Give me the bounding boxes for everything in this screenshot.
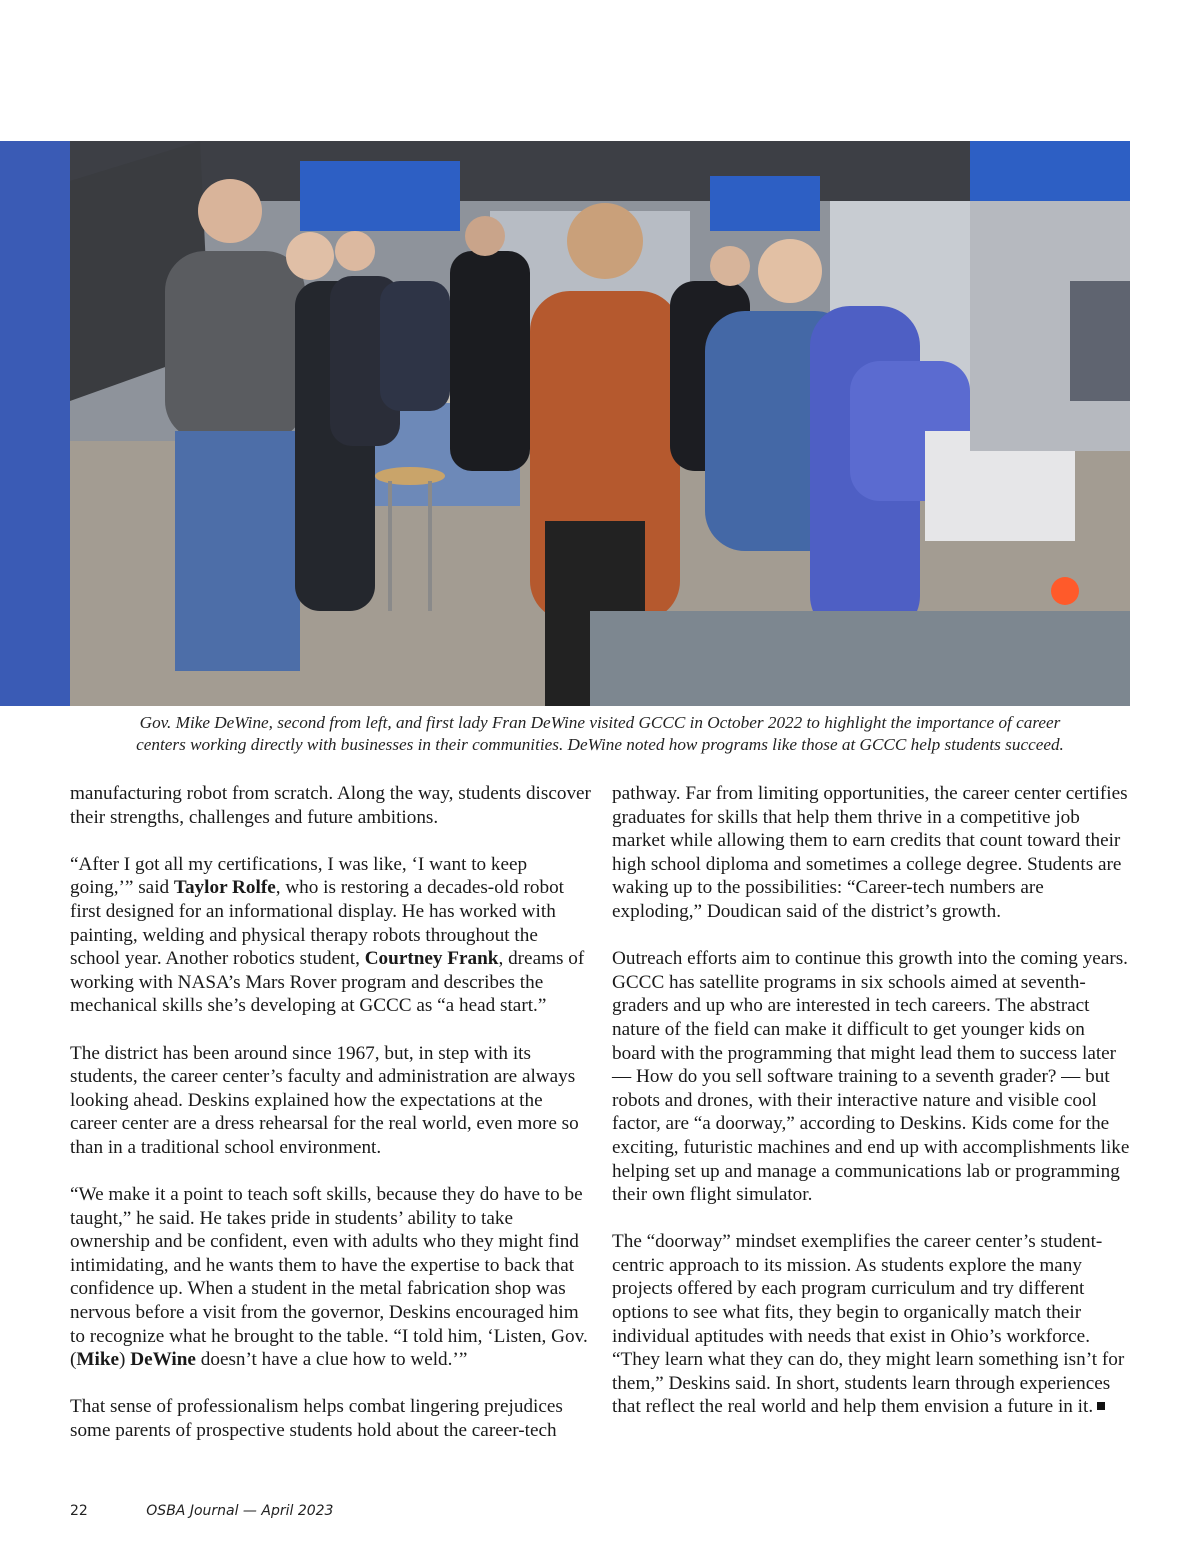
text-run: “After I got all my certifications, I was like, ‘I want to keep going,’” said xyxy=(70,853,528,899)
left-paragraph-2 xyxy=(70,853,592,1018)
accent-sidebar-bar xyxy=(0,141,70,706)
left-paragraph-3: The district has been around since 1967, but, in step with its students, the career center’s faculty and administration are always looking ahead. Deskins explained how the expectations at the career center are a dress rehearsal for the real world, even more so than in a traditional school environment. xyxy=(70,1042,579,1158)
right-paragraph-3 xyxy=(612,1230,1130,1419)
photo-illustration xyxy=(70,141,1130,706)
name-courtney-frank: Courtney Frank xyxy=(364,948,499,970)
name-mike: Mike xyxy=(76,1349,120,1371)
caption-line-1: Gov. Mike DeWine, second from left, and first lady Fran DeWine visited GCCC in October 2022 to highlight the importance of career xyxy=(139,713,1061,732)
page-footer xyxy=(70,1503,333,1519)
text-run: doesn’t have a clue how to weld.’” xyxy=(195,1349,468,1371)
left-column xyxy=(70,782,592,1466)
end-of-article-icon xyxy=(1097,1402,1105,1410)
right-paragraph-1: pathway. Far from limiting opportunities, the career center certifies graduates for skills that help them thrive in a competitive job market while allowing them to earn credits that count toward their high school diploma and sometimes a college degree. Students are waking up to the possibilities: “Career-tech numbers are exploding,” Doudican said of the district’s growth. xyxy=(612,783,1128,922)
text-run: , dreams of working with NASA’s Mars Rover program and describes the mechanical skills she’s developing at GCCC as “a head start.” xyxy=(70,948,585,1017)
text-run: ) xyxy=(119,1349,131,1371)
name-dewine: DeWine xyxy=(130,1349,196,1371)
journal-title: OSBA Journal — April 2023 xyxy=(146,1503,334,1519)
left-paragraph-1: manufacturing robot from scratch. Along the way, students discover their strengths, challenges and future ambitions. xyxy=(70,783,591,828)
photo-caption xyxy=(70,712,1130,756)
left-paragraph-5: That sense of professionalism helps combat lingering prejudices some parents of prospective students hold about the career-tech xyxy=(70,1396,563,1442)
page-number: 22 xyxy=(70,1503,88,1519)
text-run: , who is restoring a decades-old robot first designed for an informational display. He has worked with painting, welding and physical therapy robots throughout the school year. Another robotics student, xyxy=(70,877,565,970)
name-taylor-rolfe: Taylor Rolfe xyxy=(173,877,276,899)
text-run: “We make it a point to teach soft skills, because they do have to be taught,” he said. He takes pride in students’ ability to take ownership and be confident, even with adults who they might find intimidating, and he wants them to have the expertise to back that confidence up. When a student in the metal fabrication shop was nervous before a visit from the governor, Deskins encouraged him to recognize what he brought to the table. “I told him, ‘Listen, Gov. ( xyxy=(70,1184,588,1371)
left-paragraph-4 xyxy=(70,1183,592,1372)
text-run: The “doorway” mindset exemplifies the career center’s student-centric approach to its mission. As students explore the many projects offered by each program curriculum and try different options to see what fits, they begin to organically match their individual aptitudes with needs that exist in Ohio’s workforce. “They learn what they can do, they might learn something isn’t for them,” Deskins said. In short, students learn through experiences that reflect the real world and help them envision a future in it. xyxy=(612,1231,1125,1418)
right-column xyxy=(612,782,1130,1443)
robotics-lab-photo xyxy=(70,141,1130,706)
right-paragraph-2: Outreach efforts aim to continue this growth into the coming years. GCCC has satellite programs in six schools aimed at seventh-graders and up who are interested in tech careers. The abstract nature of the field can make it difficult to get younger kids on board with the programming that might lead them to success later — How do you sell software training to a seventh grader? — but robots and drones, with their interactive nature and visible cool factor, are “a doorway,” according to Deskins. Kids come for the exciting, futuristic machines and end up with accomplishments like helping set up and manage a communications lab or programming their own flight simulator. xyxy=(612,948,1130,1206)
caption-line-2: centers working directly with businesses in their communities. DeWine noted how programs like those at GCCC help students succeed. xyxy=(136,735,1064,754)
